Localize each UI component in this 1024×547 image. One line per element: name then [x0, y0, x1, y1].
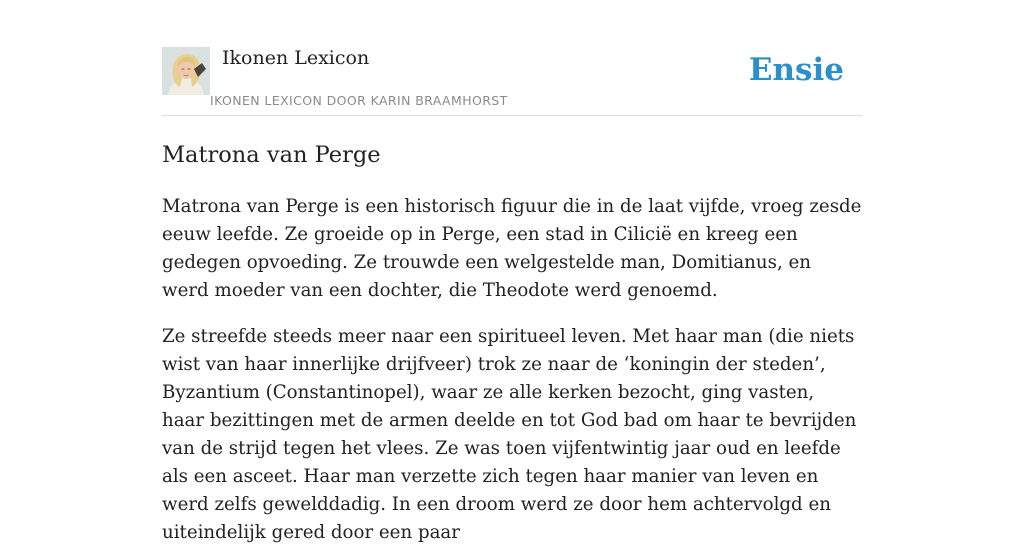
site-name[interactable]: Ikonen Lexicon — [222, 47, 370, 69]
portrait-icon — [162, 47, 210, 95]
author-byline[interactable]: IKONEN LEXICON DOOR KARIN BRAAMHORST — [210, 93, 508, 108]
article-title: Matrona van Perge — [162, 142, 381, 168]
site-header — [162, 0, 862, 116]
article-paragraph: Matrona van Perge is een historisch figuur die in de laat vijfde, vroeg zesde eeuw leefde. Ze groeide op in Perge, een stad in Cilicië en kreeg een gedegen opvoeding. Ze trouwde een welgestelde man, Domitianus, en werd moeder van een dochter, die Theodote werd genoemd. — [162, 196, 862, 301]
author-avatar[interactable] — [162, 47, 210, 95]
content-column — [162, 0, 862, 547]
brand-logo-link[interactable]: Ensie — [748, 52, 844, 88]
article-paragraph: Ze streefde steeds meer naar een spiritueel leven. Met haar man (die niets wist van haar innerlijke drijfveer) trok ze naar de ‘koningin der steden’, Byzantium (Constantinopel), waar ze alle kerken bezocht, ging vasten, haar bezittingen met de armen deelde en tot God bad om haar te bevrijden van de strijd tegen het vlees. Ze was toen vijfentwintig jaar oud en leefde als een asceet. Haar man verzette zich tegen haar manier van leven en werd zelfs gewelddadig. In een droom werd ze door hem achtervolgd en uiteindelijk gered door een paar — [162, 326, 857, 543]
